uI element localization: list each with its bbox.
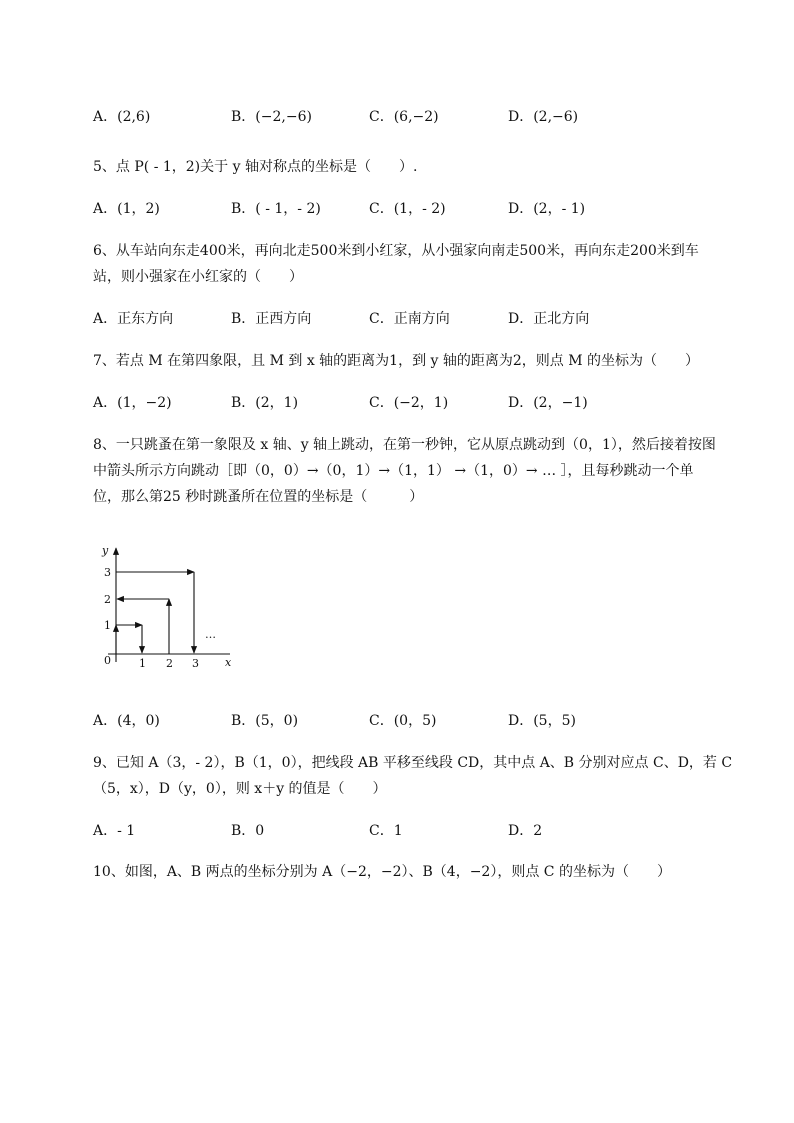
q9-stem-line2: （5，x），D（y，0），则 x＋y 的值是（ ）: [93, 781, 387, 797]
x-tick-2: 2: [166, 657, 173, 670]
q8-stem-line3: 位，那么第25 秒时跳蚤所在位置的坐标是（ ）: [93, 489, 424, 505]
q6-stem-line1: 6、从车站向东走400米，再向北走500米到小红家，从小强家向南走500米，再向东走200米到车: [93, 243, 699, 259]
q8-option-a: A．(4，0): [93, 713, 160, 729]
q4-options: [0, 107, 794, 127]
q7-stem: 7、若点 M 在第四象限，且 M 到 x 轴的距离为1，到 y 轴的距离为2，则点 M 的坐标为（ ）: [93, 353, 700, 369]
q6-option-c: C．正南方向: [369, 311, 450, 327]
x-tick-1: 1: [139, 657, 146, 670]
q6-option-b: B．正西方向: [231, 311, 312, 327]
q8-stem-line2: 中箭头所示方向跳动［即（0，0）→（0，1）→（1，1） →（1，0）→ … ］，且每秒跳动一个单: [93, 463, 694, 479]
q8-option-d: D．(5，5): [508, 713, 576, 729]
q9-options: [0, 821, 794, 841]
q4-option-d: D．(2,−6): [508, 109, 579, 125]
q5-option-d: D．(2，- 1): [508, 201, 586, 217]
q8-option-c: C．(0，5): [369, 713, 437, 729]
q4-option-b: B．(−2,−6): [231, 109, 312, 125]
q9-stem-line1: 9、已知 A（3，- 2），B（1，0），把线段 AB 平移至线段 CD，其中点 A、B 分别对应点 C、D，若 C: [93, 755, 733, 771]
y-tick-2: 2: [104, 593, 111, 606]
q6-option-d: D．正北方向: [508, 311, 590, 327]
q5-options: [0, 199, 794, 219]
q7-option-a: A．(1，−2): [93, 395, 172, 411]
q8-stem-line1: 8、一只跳蚤在第一象限及 x 轴、y 轴上跳动，在第一秒钟，它从原点跳动到（0，1），然后接着按图: [93, 437, 716, 453]
y-tick-1: 1: [104, 619, 111, 632]
q9-option-c: C．1: [369, 823, 403, 839]
q9-option-b: B．0: [231, 823, 265, 839]
q6-stem-line2: 站，则小强家在小红家的（ ）: [93, 269, 303, 285]
q7-option-d: D．(2，−1): [508, 395, 588, 411]
q7-option-b: B．(2，1): [231, 395, 299, 411]
q5-option-b: B．( - 1，- 2): [231, 201, 321, 217]
q8-options: [0, 711, 794, 731]
q4-option-c: C．(6,−2): [369, 109, 439, 125]
q7-options: [0, 393, 794, 413]
x-axis-label: x: [225, 656, 232, 669]
x-tick-3: 3: [192, 657, 199, 670]
q7-option-c: C．(−2，1): [369, 395, 449, 411]
q9-option-d: D．2: [508, 823, 543, 839]
flea-path-figure: [100, 542, 250, 672]
q10-stem: 10、如图，A、B 两点的坐标分别为 A（−2，−2）、B（4，−2），则点 C 的坐标为（ ）: [93, 864, 671, 880]
q5-option-c: C．(1，- 2): [369, 201, 446, 217]
y-axis-label: y: [102, 544, 109, 557]
q6-options: [0, 309, 794, 329]
q5-option-a: A．(1，2): [93, 201, 160, 217]
q6-option-a: A．正东方向: [93, 311, 174, 327]
q8-option-b: B．(5，0): [231, 713, 299, 729]
q5-stem: 5、点 P( - 1，2)关于 y 轴对称点的坐标是（ ）.: [93, 159, 418, 175]
origin-label: 0: [104, 654, 111, 667]
q4-option-a: A．(2,6): [93, 109, 151, 125]
figure-ellipsis: …: [205, 628, 216, 641]
q9-option-a: A．- 1: [93, 823, 136, 839]
y-tick-3: 3: [104, 566, 111, 579]
